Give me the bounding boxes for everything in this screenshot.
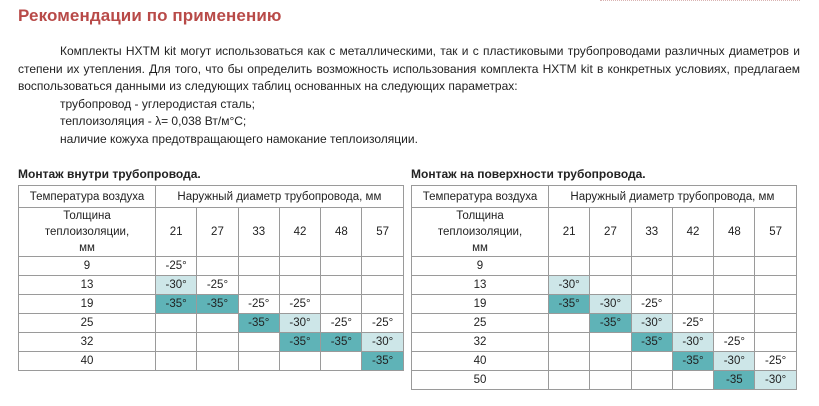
header-pipe-diameter: Наружный диаметр трубопровода, мм [549,186,797,208]
temperature-cell [321,352,362,371]
table-row [19,276,404,295]
temperature-cell [590,276,631,295]
temperature-cell: -30° [549,276,590,295]
diameter-row [19,208,404,257]
table-row [412,257,797,276]
temperature-cell [156,333,197,352]
right-table-caption: Монтаж на поверхности трубопровода. [411,167,646,181]
table-row [412,276,797,295]
thickness-cell: 32 [19,333,156,352]
temperature-cell: -35° [156,295,197,314]
temperature-cell [279,352,320,371]
temperature-cell [279,276,320,295]
temperature-cell: -30° [672,333,713,352]
temperature-cell [156,314,197,333]
temperature-cell: -25° [672,314,713,333]
temperature-cell: -30° [714,352,755,371]
header-pipe-diameter: Наружный диаметр трубопровода, мм [156,186,404,208]
header-row [19,186,404,208]
param-insulation: теплоизоляция - λ= 0,038 Вт/м°С; [60,114,247,128]
temperature-cell [156,352,197,371]
left-table-caption: Монтаж внутри трубопровода. [18,167,201,181]
temperature-cell [714,257,755,276]
table-row [412,333,797,352]
table-row [19,257,404,276]
temperature-cell [238,352,279,371]
diameter-cell: 57 [362,208,403,257]
temperature-cell [549,314,590,333]
temperature-cell [321,276,362,295]
thickness-cell: 25 [412,314,549,333]
temperature-cell [755,314,796,333]
temperature-cell: -30° [755,371,796,390]
temperature-cell [714,314,755,333]
thickness-cell: 32 [412,333,549,352]
temperature-cell [238,257,279,276]
temperature-cell [590,352,631,371]
temperature-cell [197,314,238,333]
temperature-cell: -35° [321,333,362,352]
temperature-cell: -35° [631,333,672,352]
temperature-cell: -25° [279,295,320,314]
temperature-cell [631,352,672,371]
temperature-cell: -30° [156,276,197,295]
table-inside-mount [18,185,404,371]
table-row [19,295,404,314]
diameter-cell: 21 [156,208,197,257]
table-row [412,352,797,371]
temperature-cell [590,257,631,276]
thickness-cell: 9 [19,257,156,276]
diameter-cell: 27 [590,208,631,257]
temperature-cell: -30° [279,314,320,333]
diameter-row [412,208,797,257]
diameter-cell: 42 [279,208,320,257]
thickness-cell: 25 [19,314,156,333]
table-row [19,314,404,333]
temperature-cell [549,333,590,352]
temperature-cell: -35° [362,352,403,371]
diameter-cell: 33 [238,208,279,257]
temperature-cell [631,371,672,390]
temperature-cell [631,257,672,276]
param-cover: наличие кожуха предотвращающего намокание теплоизоляции. [60,131,418,146]
diameter-cell: 27 [197,208,238,257]
temperature-cell: -35° [238,314,279,333]
table-row [412,295,797,314]
header-insulation-thickness: Толщина теплоизоляции, мм [412,208,549,257]
temperature-cell: -25° [755,352,796,371]
thickness-cell: 50 [412,371,549,390]
temperature-cell [590,333,631,352]
temperature-cell [321,295,362,314]
temperature-cell: -25° [714,333,755,352]
temperature-cell [755,276,796,295]
header-air-temperature: Температура воздуха [412,186,549,208]
temperature-cell: -25° [362,314,403,333]
temperature-cell [321,257,362,276]
temperature-cell [549,257,590,276]
temperature-cell [755,257,796,276]
temperature-cell: -25° [631,295,672,314]
temperature-cell: -35° [549,295,590,314]
temperature-cell [238,276,279,295]
temperature-cell [197,333,238,352]
temperature-cell [362,276,403,295]
header-row [412,186,797,208]
temperature-cell: -30° [590,295,631,314]
diameter-cell: 21 [549,208,590,257]
temperature-cell [672,257,713,276]
temperature-cell [672,276,713,295]
temperature-cell [672,295,713,314]
diameter-cell: 48 [321,208,362,257]
temperature-cell: -25° [156,257,197,276]
temperature-cell [590,371,631,390]
temperature-cell: -35° [590,314,631,333]
thickness-cell: 40 [19,352,156,371]
temperature-cell: -35° [279,333,320,352]
top-decorative-line [600,0,800,3]
temperature-cell [549,352,590,371]
temperature-cell [197,257,238,276]
description [18,43,800,148]
temperature-cell [755,295,796,314]
header-insulation-thickness: Толщина теплоизоляции, мм [19,208,156,257]
param-pipeline: трубопровод - углеродистая сталь; [60,96,255,111]
table-row [412,371,797,390]
temperature-cell [672,371,713,390]
temperature-cell: -35 [714,371,755,390]
temperature-cell [714,295,755,314]
thickness-cell: 13 [412,276,549,295]
temperature-cell [549,371,590,390]
temperature-cell [362,295,403,314]
temperature-cell: -25° [197,276,238,295]
temperature-cell [197,352,238,371]
diameter-cell: 33 [631,208,672,257]
diameter-cell: 48 [714,208,755,257]
temperature-cell [755,333,796,352]
table-surface-mount [411,185,797,390]
diameter-cell: 57 [755,208,796,257]
temperature-cell: -30° [362,333,403,352]
thickness-cell: 13 [19,276,156,295]
temperature-cell [362,257,403,276]
thickness-cell: 9 [412,257,549,276]
thickness-cell: 40 [412,352,549,371]
description-main: Комплекты HXTM kit могут использоваться как с металлическими, так и с пластиковыми трубопроводами различных диаметров и степени их утепления. Для того, что бы определить возможность использования комплекта HXTM kit в конкретных условиях, предлагаем воспользоваться данными из следующих таблиц основанных на следующих параметрах: [18,44,800,93]
temperature-cell [279,257,320,276]
temperature-cell [238,333,279,352]
diameter-cell: 42 [672,208,713,257]
temperature-cell: -25° [321,314,362,333]
table-row [19,333,404,352]
table-row [19,352,404,371]
header-air-temperature: Температура воздуха [19,186,156,208]
table-row [412,314,797,333]
temperature-cell: -35° [197,295,238,314]
temperature-cell: -35° [672,352,713,371]
page-title: Рекомендации по применению [18,6,282,25]
temperature-cell: -30° [631,314,672,333]
temperature-cell [714,276,755,295]
temperature-cell [631,276,672,295]
temperature-cell: -25° [238,295,279,314]
thickness-cell: 19 [19,295,156,314]
thickness-cell: 19 [412,295,549,314]
